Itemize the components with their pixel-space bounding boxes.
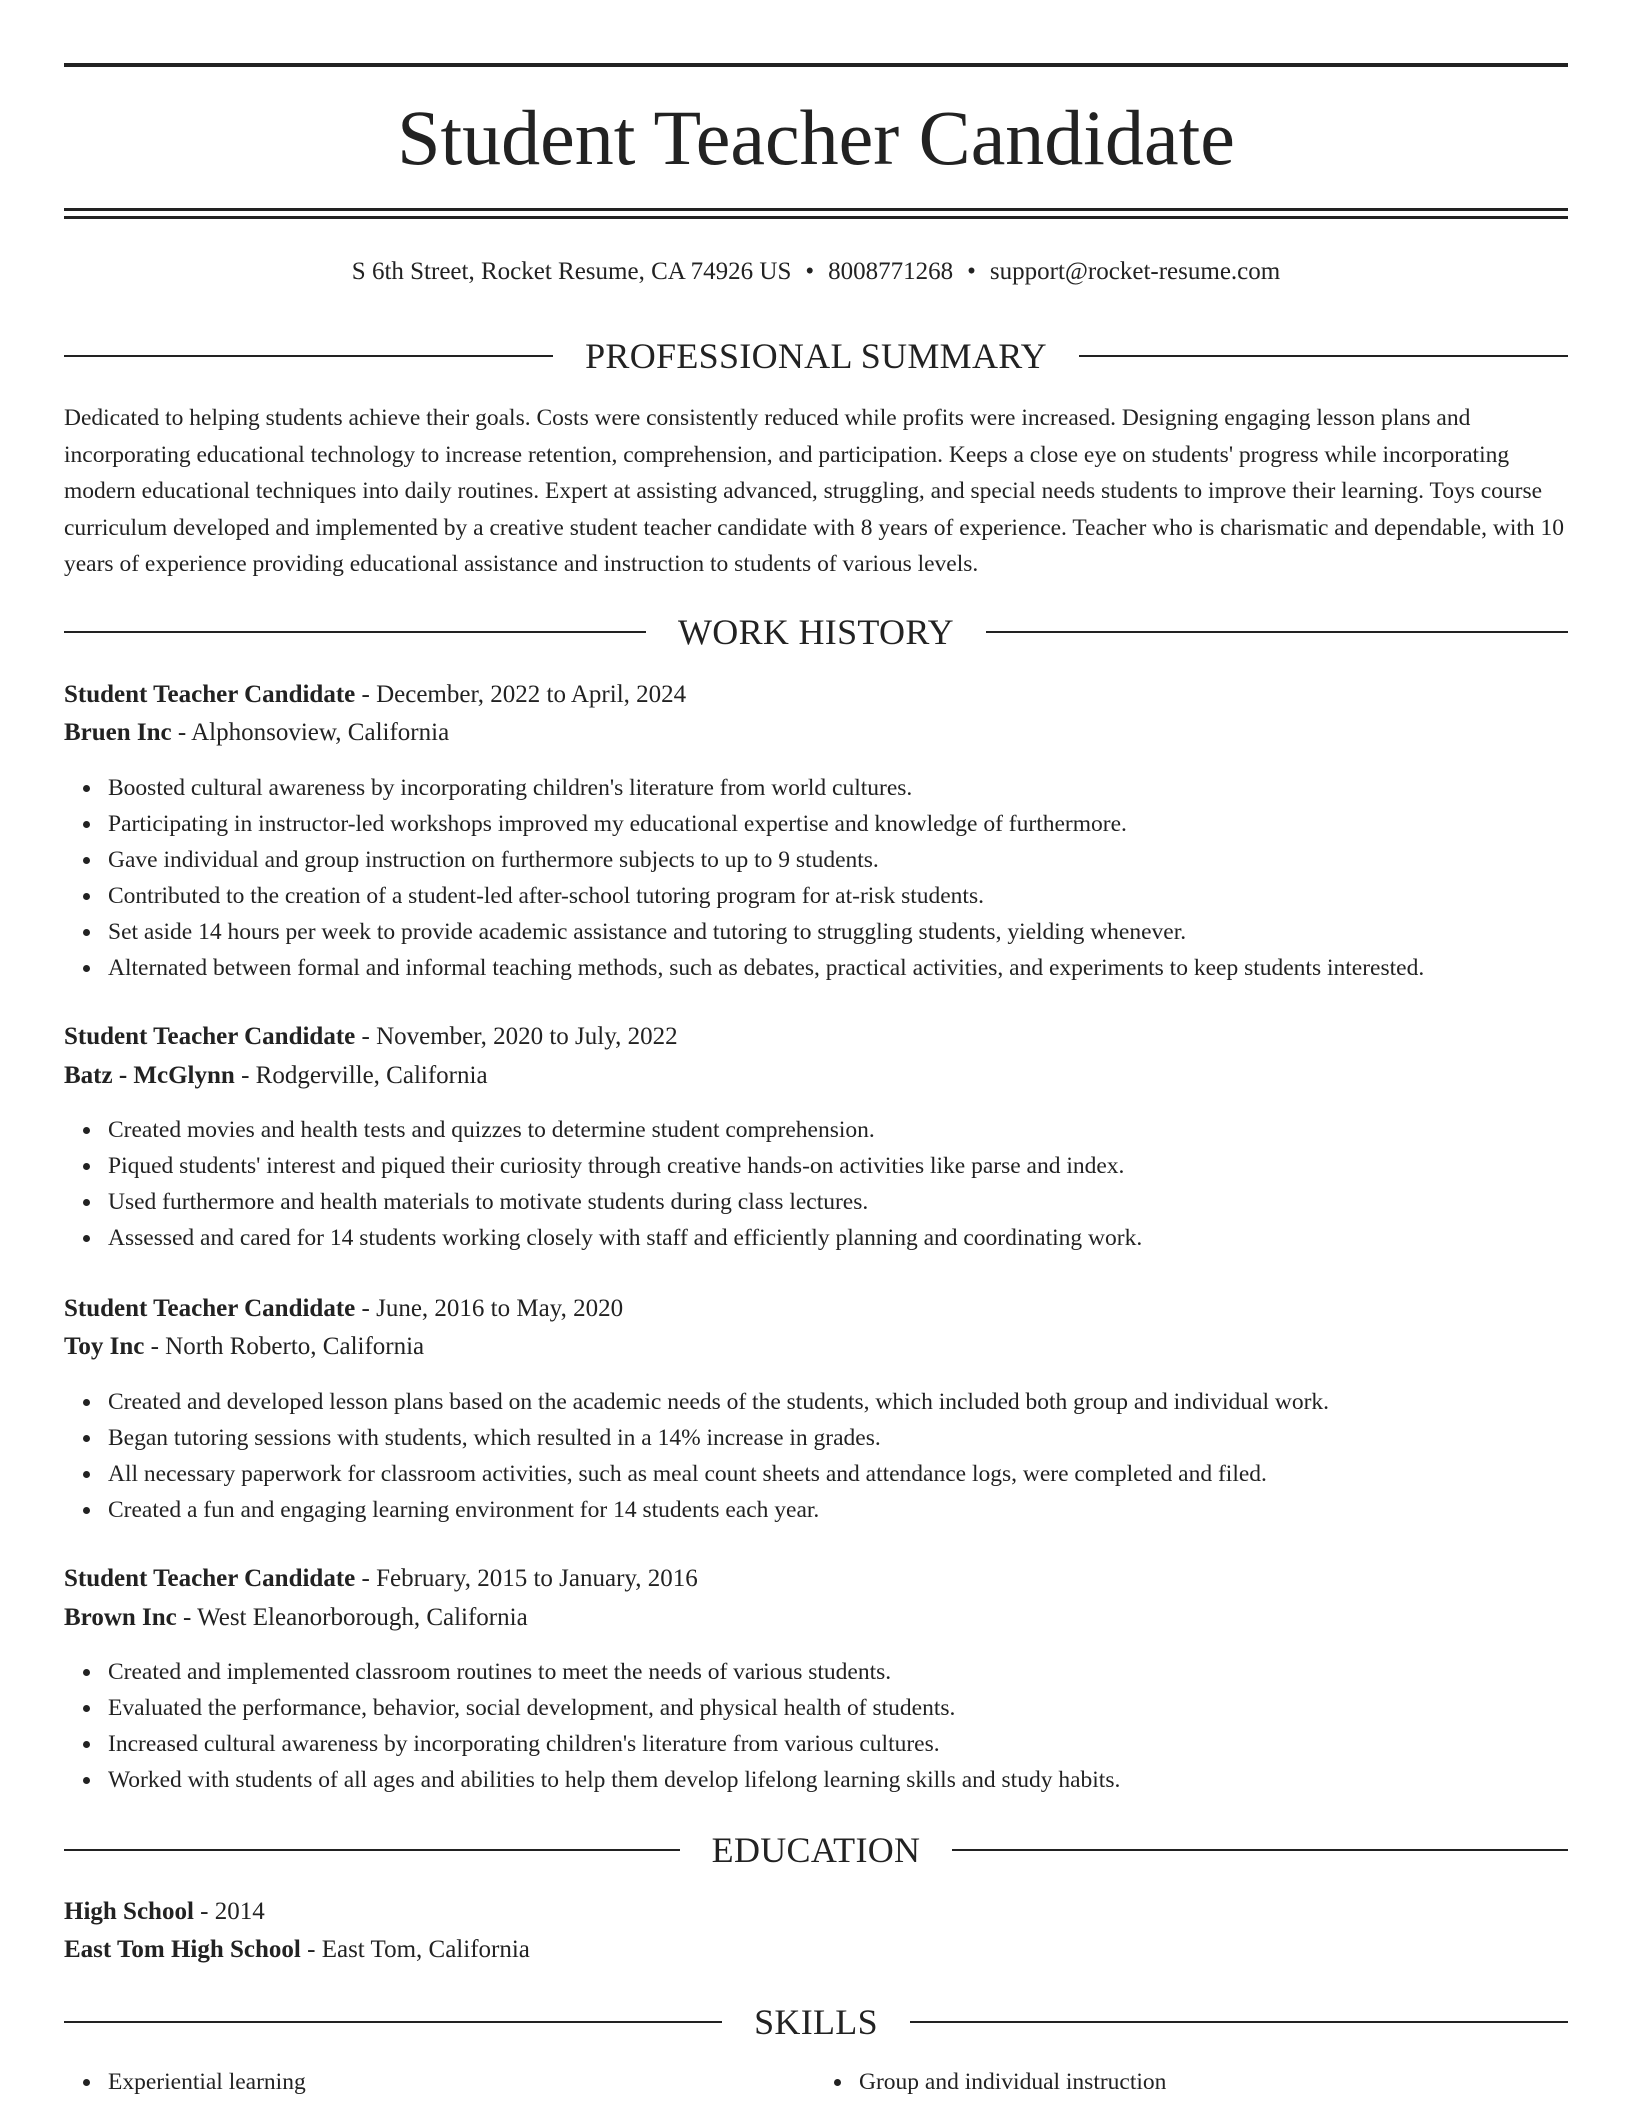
- education-year: - 2014: [193, 1898, 265, 1925]
- job-dates: - June, 2016 to May, 2020: [355, 1295, 624, 1322]
- list-item: Created and implemented classroom routines to meet the needs of various students.: [108, 1654, 1568, 1690]
- education-degree-line: [64, 1895, 265, 1929]
- job-bullets: [64, 770, 1568, 986]
- job-title: Student Teacher Candidate: [64, 1023, 356, 1050]
- job-dates: - December, 2022 to April, 2024: [355, 681, 687, 708]
- contact-address: S 6th Street, Rocket Resume, CA 74926 US: [351, 258, 792, 285]
- list-item: Created and developed lesson plans based on the academic needs of the students, which included both group and individual work.: [108, 1384, 1568, 1420]
- list-item: Contributed to the creation of a student-led after-school tutoring program for at-risk students.: [108, 878, 1568, 914]
- job-title: Student Teacher Candidate: [64, 681, 356, 708]
- list-item: Piqued students' interest and piqued their curiosity through creative hands-on activities like parse and index.: [108, 1148, 1568, 1184]
- contact-phone: 8008771268: [828, 258, 954, 285]
- list-item: Boosted cultural awareness by incorporating children's literature from world cultures.: [108, 770, 1568, 806]
- section-heading-work: [64, 610, 1568, 654]
- list-item: Created movies and health tests and quizzes to determine student comprehension.: [108, 1112, 1568, 1148]
- list-item: Gave individual and group instruction on furthermore subjects to up to 9 students.: [108, 842, 1568, 878]
- list-item: Alternated between formal and informal teaching methods, such as debates, practical activities, and experiments to keep students interested.: [108, 950, 1568, 986]
- section-rule-right: [952, 1849, 1568, 1851]
- job-dates: - November, 2020 to July, 2022: [355, 1023, 678, 1050]
- list-item: Set aside 14 hours per week to provide academic assistance and tutoring to struggling students, yielding whenever.: [108, 914, 1568, 950]
- job-bullets: [64, 1112, 1568, 1256]
- skills-columns: [64, 2064, 1568, 2100]
- contact-separator: •: [805, 258, 815, 285]
- list-item: All necessary paperwork for classroom activities, such as meal count sheets and attendance logs, were completed and filed.: [108, 1456, 1568, 1492]
- contact-line: [64, 255, 1568, 289]
- list-item: Created a fun and engaging learning environment for 14 students each year.: [108, 1492, 1568, 1528]
- education-location: - East Tom, California: [300, 1936, 530, 1963]
- job-title: Student Teacher Candidate: [64, 1565, 356, 1592]
- section-rule-right: [986, 631, 1568, 633]
- job-company-line: [64, 1330, 424, 1364]
- section-title: SKILLS: [754, 2002, 878, 2042]
- summary-paragraph: Dedicated to helping students achieve their goals. Costs were consistently reduced while profits were increased. Designing engaging lesson plans and incorporating educational technology to increase retention, comprehension, and participation. Keeps a close eye on students' progress while incorporating modern educational techniques into daily routines. Expert at assisting advanced, struggling, and special needs students to improve their learning. Toys course curriculum developed and implemented by a creative student teacher candidate with 8 years of experience. Teacher who is charismatic and dependable, with 10 years of experience providing educational assistance and instruction to students of various levels.: [64, 405, 1565, 577]
- education-school-line: [64, 1933, 530, 1967]
- skills-list-right: [817, 2064, 1568, 2100]
- education-degree: High School: [64, 1898, 194, 1925]
- section-rule-right: [1079, 355, 1568, 357]
- section-rule-right: [910, 2021, 1568, 2023]
- job-company: Bruen Inc: [64, 719, 172, 746]
- section-rule-left: [64, 2021, 722, 2023]
- job-company: Batz - McGlynn: [64, 1062, 235, 1089]
- list-item: Participating in instructor-led workshops improved my educational expertise and knowledge of furthermore.: [108, 806, 1568, 842]
- list-item: Used furthermore and health materials to motivate students during class lectures.: [108, 1184, 1568, 1220]
- job-bullets: [64, 1654, 1568, 1798]
- job-company-line: [64, 1059, 488, 1093]
- job-dates: - February, 2015 to January, 2016: [355, 1565, 698, 1592]
- job-title: Student Teacher Candidate: [64, 1295, 356, 1322]
- education-school: East Tom High School: [64, 1936, 301, 1963]
- contact-separator: •: [967, 258, 976, 285]
- job-location: - Rodgerville, California: [234, 1062, 488, 1089]
- job-title-line: [64, 1562, 698, 1596]
- job-title-line: [64, 1020, 678, 1054]
- list-item: Assessed and cared for 14 students working closely with staff and efficiently planning and coordinating work.: [108, 1220, 1568, 1256]
- list-item: Worked with students of all ages and abilities to help them develop lifelong learning skills and study habits.: [108, 1762, 1568, 1798]
- header-bottom-rule: [64, 208, 1568, 211]
- list-item: Increased cultural awareness by incorporating children's literature from various cultures.: [108, 1726, 1568, 1762]
- section-heading-education: [64, 1828, 1568, 1872]
- list-item: Evaluated the performance, behavior, social development, and physical health of students.: [108, 1690, 1568, 1726]
- job-location: - Alphonsoview, California: [171, 719, 450, 746]
- job-company-line: [64, 716, 449, 750]
- job-company-line: [64, 1601, 528, 1635]
- job-location: - West Eleanorborough, California: [176, 1604, 528, 1631]
- job-company: Toy Inc: [64, 1333, 145, 1360]
- job-location: - North Roberto, California: [144, 1333, 425, 1360]
- candidate-name: Student Teacher Candidate: [397, 94, 1235, 181]
- section-title: PROFESSIONAL SUMMARY: [585, 336, 1047, 376]
- job-company: Brown Inc: [64, 1604, 177, 1631]
- skills-list-left: [64, 2064, 817, 2100]
- header-bottom-rule-2: [64, 216, 1568, 219]
- skill-item: Group and individual instruction: [859, 2064, 1568, 2100]
- list-item: Began tutoring sessions with students, which resulted in a 14% increase in grades.: [108, 1420, 1568, 1456]
- section-rule-left: [64, 355, 553, 357]
- section-rule-left: [64, 1849, 680, 1851]
- section-title: EDUCATION: [711, 1830, 921, 1870]
- header-top-rule: [64, 63, 1568, 67]
- section-title: WORK HISTORY: [678, 612, 954, 652]
- section-heading-summary: [64, 334, 1568, 378]
- contact-email: support@rocket-resume.com: [989, 258, 1281, 285]
- job-title-line: [64, 678, 686, 712]
- job-title-line: [64, 1292, 623, 1326]
- section-heading-skills: [64, 2000, 1568, 2044]
- skill-item: Experiential learning: [108, 2064, 817, 2100]
- section-rule-left: [64, 631, 646, 633]
- job-bullets: [64, 1384, 1568, 1528]
